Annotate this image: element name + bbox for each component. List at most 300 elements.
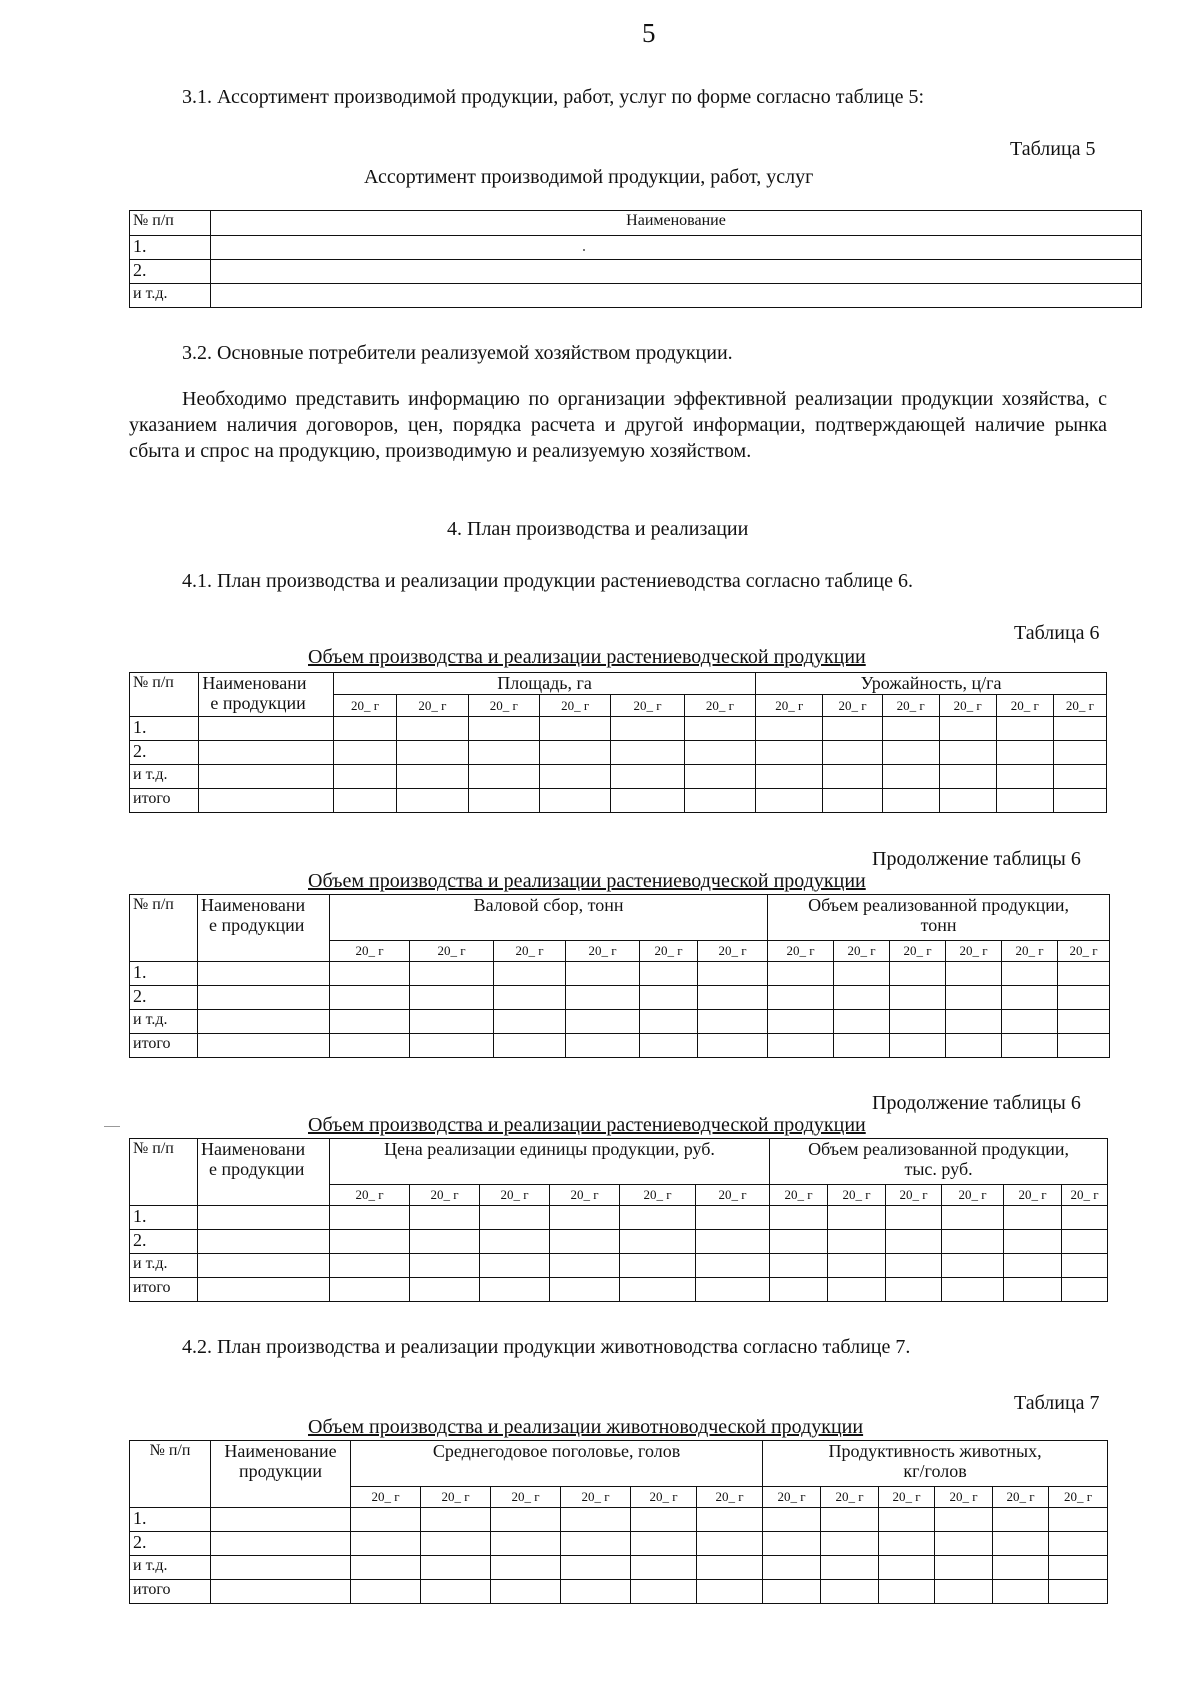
empty-cell [1004, 1254, 1062, 1278]
year-cell: 20_ г [333, 695, 396, 717]
table-row [130, 284, 1142, 308]
empty-cell [770, 1230, 828, 1254]
table-6b-header-name: Наименовани е продукции [198, 895, 330, 962]
empty-cell [1049, 1580, 1108, 1604]
empty-cell [886, 1206, 942, 1230]
page-number: 5 [642, 18, 656, 48]
empty-cell [828, 1230, 886, 1254]
table-row [130, 741, 1107, 765]
empty-cell [198, 1034, 330, 1058]
table-row [130, 1254, 1108, 1278]
empty-cell [756, 765, 823, 789]
table-row [130, 1508, 1108, 1532]
empty-cell [890, 986, 946, 1010]
empty-cell [1002, 1034, 1058, 1058]
empty-cell [942, 1230, 1004, 1254]
row-label: итого [130, 1034, 198, 1058]
year-cell: 20_ г [696, 1185, 770, 1206]
empty-cell [468, 717, 539, 741]
empty-cell [330, 986, 410, 1010]
empty-cell [421, 1508, 491, 1532]
empty-cell [939, 717, 996, 741]
empty-cell [821, 1508, 879, 1532]
empty-cell [539, 789, 610, 813]
empty-cell [397, 765, 468, 789]
table-5-label: Таблица 5 [1010, 138, 1096, 160]
section-3-1-heading: 3.1. Ассортимент производимой продукции, работ, услуг по форме согласно таблице 5: [182, 86, 925, 108]
row-label: итого [130, 1278, 198, 1302]
row-label: итого [130, 789, 199, 813]
empty-cell [351, 1580, 421, 1604]
empty-cell [993, 1580, 1049, 1604]
year-cell: 20_ г [935, 1487, 993, 1508]
row-label: и т.д. [130, 765, 199, 789]
empty-cell [821, 1556, 879, 1580]
empty-cell [993, 1556, 1049, 1580]
year-cell: 20_ г [823, 695, 882, 717]
empty-cell [333, 789, 396, 813]
empty-cell [890, 1010, 946, 1034]
empty-cell [566, 1034, 640, 1058]
table-5 [129, 210, 1142, 308]
year-cell: 20_ г [882, 695, 939, 717]
empty-cell [330, 1206, 410, 1230]
table-6b-group-gross: Валовой сбор, тонн [330, 895, 768, 941]
year-cell: 20_ г [550, 1185, 620, 1206]
empty-cell [480, 1206, 550, 1230]
empty-cell [1053, 741, 1106, 765]
row-label: 2. [130, 1230, 198, 1254]
row-label: 1. [130, 236, 211, 260]
empty-cell [421, 1580, 491, 1604]
table-row [130, 1206, 1108, 1230]
empty-cell [351, 1532, 421, 1556]
row-label: и т.д. [130, 1254, 198, 1278]
row-label: 1. [130, 1206, 198, 1230]
empty-cell [698, 1010, 768, 1034]
table-7-label: Таблица 7 [1014, 1392, 1100, 1414]
table-6-continued-2 [129, 1138, 1108, 1302]
empty-cell [696, 1230, 770, 1254]
year-cell: 20_ г [993, 1487, 1049, 1508]
empty-cell [697, 1556, 763, 1580]
empty-cell [198, 1010, 330, 1034]
empty-cell [890, 962, 946, 986]
empty-cell [1058, 986, 1110, 1010]
empty-cell [697, 1580, 763, 1604]
table-6-label: Таблица 6 [1014, 622, 1100, 644]
empty-cell [351, 1556, 421, 1580]
year-cell: 20_ г [1049, 1487, 1108, 1508]
empty-cell [882, 717, 939, 741]
empty-cell [1002, 1010, 1058, 1034]
empty-cell [640, 1010, 698, 1034]
table-6-continued-1 [129, 894, 1110, 1058]
empty-cell [942, 1254, 1004, 1278]
table-5-header-name: Наименование [211, 211, 1142, 236]
table-row [130, 1034, 1110, 1058]
empty-cell [1049, 1532, 1108, 1556]
year-cell: 20_ г [631, 1487, 697, 1508]
empty-cell [1002, 986, 1058, 1010]
table-6 [129, 672, 1107, 813]
table-6b-group-sold: Объем реализованной продукции, тонн [768, 895, 1110, 941]
empty-cell [768, 962, 834, 986]
year-cell: 20_ г [756, 695, 823, 717]
empty-cell [697, 1532, 763, 1556]
empty-cell [480, 1230, 550, 1254]
empty-cell [550, 1254, 620, 1278]
year-cell: 20_ г [879, 1487, 935, 1508]
row-label: 2. [130, 260, 211, 284]
table-7-header-num: № п/п [130, 1441, 211, 1508]
empty-cell [946, 962, 1002, 986]
row-label: итого [130, 1580, 211, 1604]
empty-cell [1002, 962, 1058, 986]
empty-cell [480, 1254, 550, 1278]
row-label: 1. [130, 1508, 211, 1532]
empty-cell [620, 1254, 696, 1278]
table-6-group-area: Площадь, га [333, 673, 755, 695]
year-cell: 20_ г [421, 1487, 491, 1508]
empty-cell [1049, 1556, 1108, 1580]
year-cell: 20_ г [768, 941, 834, 962]
empty-cell [768, 986, 834, 1010]
empty-cell [996, 765, 1053, 789]
empty-cell [640, 1034, 698, 1058]
empty-cell [566, 962, 640, 986]
empty-cell [561, 1580, 631, 1604]
empty-cell [823, 717, 882, 741]
empty-cell [756, 789, 823, 813]
year-cell: 20_ г [698, 941, 768, 962]
empty-cell [199, 789, 334, 813]
year-cell: 20_ г [770, 1185, 828, 1206]
empty-cell [611, 789, 684, 813]
empty-cell [561, 1508, 631, 1532]
section-4-heading: 4. План производства и реализации [447, 518, 749, 540]
row-label: и т.д. [130, 284, 211, 308]
empty-cell [1004, 1278, 1062, 1302]
section-4-1-heading: 4.1. План производства и реализации продукции растениеводства согласно таблице 6. [182, 570, 914, 592]
table-7 [129, 1440, 1108, 1604]
empty-cell [993, 1532, 1049, 1556]
year-cell: 20_ г [397, 695, 468, 717]
empty-cell [1053, 717, 1106, 741]
empty-cell [935, 1580, 993, 1604]
empty-cell [566, 1010, 640, 1034]
empty-cell [886, 1254, 942, 1278]
empty-cell [410, 1034, 494, 1058]
empty-cell [330, 962, 410, 986]
empty-cell [821, 1580, 879, 1604]
empty-cell [1058, 962, 1110, 986]
empty-cell [828, 1278, 886, 1302]
empty-cell [620, 1278, 696, 1302]
empty-cell [397, 741, 468, 765]
empty-cell [561, 1532, 631, 1556]
empty-cell [550, 1206, 620, 1230]
empty-cell [996, 789, 1053, 813]
empty-cell [1062, 1206, 1108, 1230]
empty-cell [886, 1278, 942, 1302]
empty-cell [198, 962, 330, 986]
empty-cell [410, 986, 494, 1010]
empty-cell [539, 717, 610, 741]
empty-cell [942, 1278, 1004, 1302]
empty-cell [410, 1010, 494, 1034]
empty-cell [333, 741, 396, 765]
empty-cell [879, 1532, 935, 1556]
empty-cell [993, 1508, 1049, 1532]
empty-cell [199, 741, 334, 765]
empty-cell [684, 717, 755, 741]
empty-cell [631, 1580, 697, 1604]
empty-cell [756, 717, 823, 741]
empty-cell [198, 1206, 330, 1230]
year-cell: 20_ г [834, 941, 890, 962]
table-row [130, 260, 1142, 284]
empty-cell [821, 1532, 879, 1556]
empty-cell [696, 1278, 770, 1302]
year-cell: 20_ г [480, 1185, 550, 1206]
empty-cell [211, 1556, 351, 1580]
year-cell: 20_ г [491, 1487, 561, 1508]
empty-cell [491, 1508, 561, 1532]
empty-cell [631, 1508, 697, 1532]
table-6c-header-num: № п/п [130, 1139, 198, 1206]
empty-cell [410, 1230, 480, 1254]
year-cell: 20_ г [330, 941, 410, 962]
table-row [130, 1230, 1108, 1254]
table-6-group-yield: Урожайность, ц/га [756, 673, 1107, 695]
empty-cell [211, 1508, 351, 1532]
table-row [130, 236, 1142, 260]
empty-cell [946, 1034, 1002, 1058]
empty-cell [823, 765, 882, 789]
empty-cell [333, 765, 396, 789]
empty-cell [198, 1230, 330, 1254]
empty-cell [198, 1254, 330, 1278]
empty-cell [330, 1254, 410, 1278]
empty-cell [199, 717, 334, 741]
table-row [130, 1278, 1108, 1302]
empty-cell [882, 765, 939, 789]
empty-cell [620, 1206, 696, 1230]
empty-cell [550, 1278, 620, 1302]
empty-cell [946, 1010, 1002, 1034]
empty-cell [397, 717, 468, 741]
empty-cell [330, 1230, 410, 1254]
empty-cell [611, 741, 684, 765]
table-row [130, 986, 1110, 1010]
table-6c-label: Продолжение таблицы 6 [872, 1092, 1081, 1114]
table-6b-header-num: № п/п [130, 895, 198, 962]
empty-cell [1049, 1508, 1108, 1532]
empty-cell [770, 1206, 828, 1230]
year-cell: 20_ г [828, 1185, 886, 1206]
year-cell: 20_ г [410, 1185, 480, 1206]
table-row [130, 765, 1107, 789]
empty-cell [890, 1034, 946, 1058]
year-cell: 20_ г [1062, 1185, 1108, 1206]
table-6-header-name: Наименовани е продукции [199, 673, 334, 717]
year-cell: 20_ г [620, 1185, 696, 1206]
table-row [130, 789, 1107, 813]
row-label: 1. [130, 717, 199, 741]
empty-cell [763, 1580, 821, 1604]
empty-cell [494, 986, 566, 1010]
year-cell: 20_ г [821, 1487, 879, 1508]
empty-cell [468, 789, 539, 813]
empty-cell [770, 1278, 828, 1302]
empty-cell [198, 986, 330, 1010]
empty-cell [198, 1278, 330, 1302]
row-label: 2. [130, 1532, 211, 1556]
empty-cell [211, 1580, 351, 1604]
year-cell: 20_ г [1058, 941, 1110, 962]
empty-cell [768, 1010, 834, 1034]
empty-cell [410, 962, 494, 986]
year-cell: 20_ г [763, 1487, 821, 1508]
table-6-title: Объем производства и реализации растениеводческой продукции [308, 646, 866, 668]
empty-cell [879, 1508, 935, 1532]
body-paragraph: Необходимо представить информацию по организации эффективной реализации продукции хозяйства, с указанием наличия договоров, цен, порядка расчета и другой информации, подтверждающей наличие рынка сбыта и спрос на продукцию, производимую и реализуемую хозяйством. [129, 388, 1107, 462]
empty-cell [410, 1254, 480, 1278]
table-row [130, 1010, 1110, 1034]
empty-cell [611, 765, 684, 789]
empty-cell [620, 1230, 696, 1254]
empty-cell [828, 1254, 886, 1278]
table-row [130, 962, 1110, 986]
empty-cell [539, 765, 610, 789]
empty-cell [410, 1278, 480, 1302]
table-6b-label: Продолжение таблицы 6 [872, 848, 1081, 870]
empty-cell [698, 986, 768, 1010]
empty-cell [939, 765, 996, 789]
empty-cell [834, 986, 890, 1010]
empty-cell [640, 986, 698, 1010]
year-cell: 20_ г [566, 941, 640, 962]
year-cell: 20_ г [561, 1487, 631, 1508]
table-row [130, 1580, 1108, 1604]
empty-cell [834, 1010, 890, 1034]
table-7-group-headcount: Среднегодовое поголовье, голов [351, 1441, 763, 1487]
empty-cell [491, 1556, 561, 1580]
empty-cell [333, 717, 396, 741]
empty-cell [698, 962, 768, 986]
year-cell: 20_ г [684, 695, 755, 717]
table-6c-group-price: Цена реализации единицы продукции, руб. [330, 1139, 770, 1185]
empty-cell [550, 1230, 620, 1254]
section-3-2-heading: 3.2. Основные потребители реализуемой хозяйством продукции. [182, 342, 733, 364]
table-5-title: Ассортимент производимой продукции, работ, услуг [364, 166, 814, 188]
empty-cell [1004, 1230, 1062, 1254]
year-cell: 20_ г [942, 1185, 1004, 1206]
empty-cell [330, 1010, 410, 1034]
empty-cell [768, 1034, 834, 1058]
year-cell: 20_ г [939, 695, 996, 717]
empty-cell [882, 789, 939, 813]
empty-cell [763, 1508, 821, 1532]
empty-cell [631, 1556, 697, 1580]
empty-cell [879, 1580, 935, 1604]
table-7-header-name: Наименование продукции [211, 1441, 351, 1508]
row-label: 1. [130, 962, 198, 986]
empty-cell [494, 962, 566, 986]
empty-cell [939, 741, 996, 765]
empty-cell [763, 1556, 821, 1580]
empty-cell [834, 962, 890, 986]
empty-cell [696, 1206, 770, 1230]
empty-cell [494, 1034, 566, 1058]
empty-cell [823, 789, 882, 813]
row-label: 2. [130, 986, 198, 1010]
empty-cell [421, 1532, 491, 1556]
empty-cell [834, 1034, 890, 1058]
year-cell: 20_ г [890, 941, 946, 962]
empty-cell [421, 1556, 491, 1580]
year-cell: 20_ г [1053, 695, 1106, 717]
table-6c-group-revenue: Объем реализованной продукции, тыс. руб. [770, 1139, 1108, 1185]
empty-cell [828, 1206, 886, 1230]
table-row [130, 1556, 1108, 1580]
empty-cell [935, 1556, 993, 1580]
empty-cell [468, 765, 539, 789]
empty-cell [561, 1556, 631, 1580]
table-6c-header-name: Наименовани е продукции [198, 1139, 330, 1206]
empty-cell [770, 1254, 828, 1278]
scan-mark [104, 1126, 120, 1127]
empty-cell [566, 986, 640, 1010]
empty-cell [1058, 1010, 1110, 1034]
empty-cell [491, 1532, 561, 1556]
empty-cell [684, 765, 755, 789]
table-row [130, 1532, 1108, 1556]
empty-cell [684, 789, 755, 813]
year-cell: 20_ г [1004, 1185, 1062, 1206]
empty-cell [763, 1532, 821, 1556]
empty-cell [199, 765, 334, 789]
table-6-header-num: № п/п [130, 673, 199, 717]
table-6b-title: Объем производства и реализации растениеводческой продукции [308, 870, 866, 892]
table-6c-title: Объем производства и реализации растениеводческой продукции [308, 1114, 866, 1136]
empty-cell [684, 741, 755, 765]
empty-cell [330, 1034, 410, 1058]
empty-cell [397, 789, 468, 813]
empty-cell [996, 717, 1053, 741]
year-cell: 20_ г [886, 1185, 942, 1206]
year-cell: 20_ г [946, 941, 1002, 962]
empty-cell [211, 1532, 351, 1556]
year-cell: 20_ г [468, 695, 539, 717]
empty-cell [1062, 1254, 1108, 1278]
section-4-2-heading: 4.2. План производства и реализации продукции животноводства согласно таблице 7. [182, 1336, 911, 1358]
year-cell: 20_ г [697, 1487, 763, 1508]
empty-cell [1053, 765, 1106, 789]
empty-cell [1062, 1230, 1108, 1254]
empty-cell [480, 1278, 550, 1302]
empty-cell [640, 962, 698, 986]
year-cell: 20_ г [494, 941, 566, 962]
empty-cell [494, 1010, 566, 1034]
empty-cell [539, 741, 610, 765]
empty-cell [351, 1508, 421, 1532]
empty-cell [823, 741, 882, 765]
row-label: и т.д. [130, 1556, 211, 1580]
year-cell: 20_ г [410, 941, 494, 962]
year-cell: 20_ г [351, 1487, 421, 1508]
